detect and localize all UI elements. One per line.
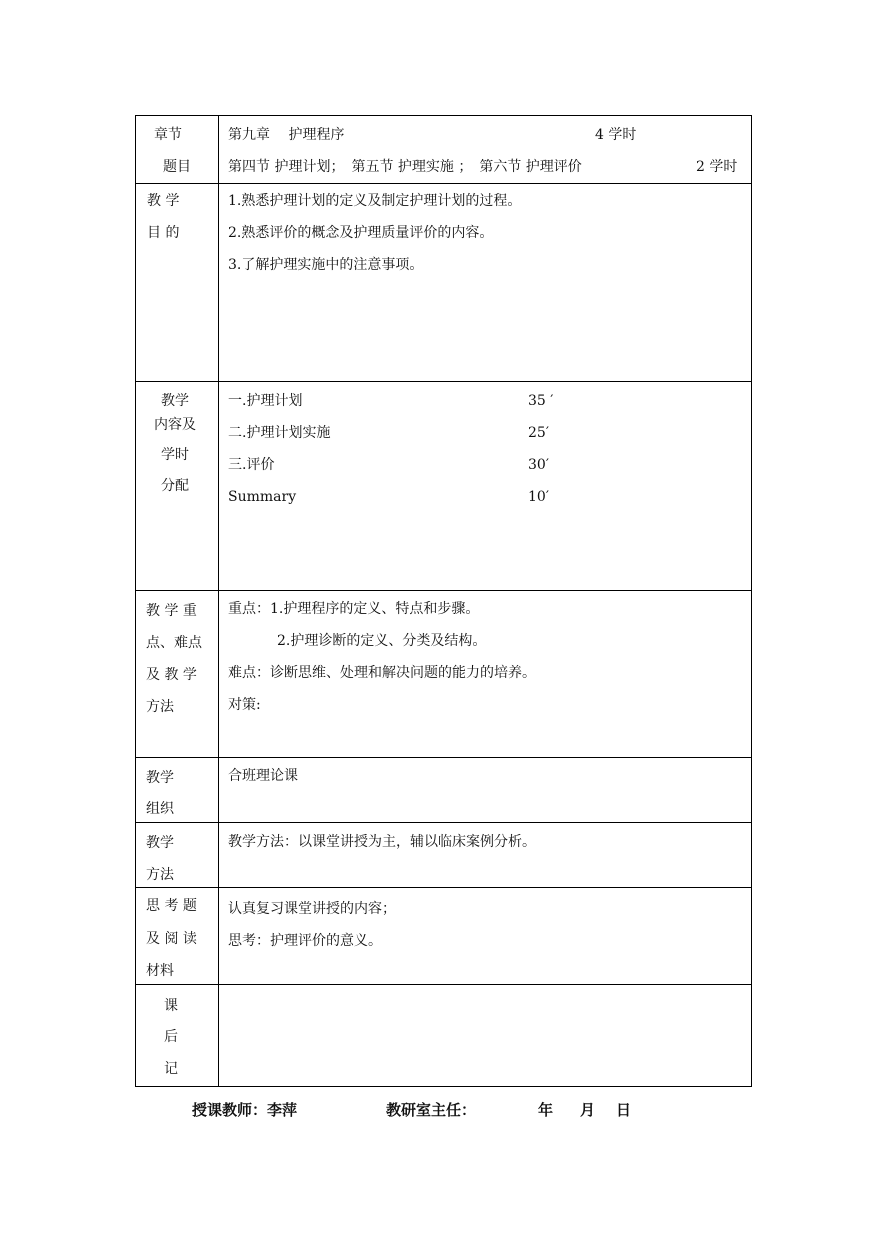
method-label: 教学 bbox=[146, 835, 174, 851]
chapter-sections: 第四节 护理计划； 第五节 护理实施 ； 第六节 护理评价 bbox=[228, 159, 582, 175]
row-divider bbox=[136, 822, 751, 823]
key-points-label: 方法 bbox=[146, 699, 174, 715]
objectives-label: 目 的 bbox=[147, 225, 180, 241]
row-divider bbox=[136, 381, 751, 382]
key-point-line: 难点：诊断思维、处理和解决问题的能力的培养。 bbox=[228, 665, 536, 681]
content-label: 内容及 bbox=[154, 417, 196, 433]
signature-footer bbox=[0, 1098, 892, 1122]
row-divider bbox=[136, 590, 751, 591]
reading-label: 材料 bbox=[146, 963, 174, 979]
key-point-line: 2.护理诊断的定义、分类及结构。 bbox=[277, 633, 487, 649]
content-time: 25′ bbox=[528, 425, 549, 441]
notes-label: 后 bbox=[164, 1029, 178, 1045]
key-point-line: 对策: bbox=[228, 697, 261, 713]
method-label: 方法 bbox=[146, 867, 174, 883]
row-divider bbox=[136, 887, 751, 888]
date-year: 年 bbox=[538, 1101, 554, 1119]
content-label: 学时 bbox=[161, 447, 189, 463]
chapter-hours: 4 学时 bbox=[595, 127, 637, 143]
notes-label: 课 bbox=[164, 998, 178, 1014]
key-points-label: 及 教 学 bbox=[146, 667, 197, 683]
lesson-plan-table bbox=[135, 115, 752, 1087]
content-label: 教学 bbox=[161, 393, 189, 409]
date-day: 日 bbox=[616, 1101, 632, 1119]
organization-label: 教学 bbox=[146, 770, 174, 786]
key-points-label: 教 学 重 bbox=[146, 603, 197, 619]
objective-item: 1.熟悉护理计划的定义及制定护理计划的过程。 bbox=[228, 193, 522, 209]
reading-label: 思 考 题 bbox=[146, 898, 197, 914]
content-topic: 一.护理计划 bbox=[228, 393, 303, 409]
objectives-label: 教 学 bbox=[147, 193, 180, 209]
teacher-signature: 授课教师：李萍 bbox=[192, 1101, 298, 1119]
content-time: 30′ bbox=[528, 457, 549, 473]
notes-area bbox=[219, 985, 751, 1085]
row-divider bbox=[136, 757, 751, 758]
key-points-label: 点、难点 bbox=[146, 635, 202, 651]
content-topic: Summary bbox=[228, 489, 297, 505]
date-month: 月 bbox=[580, 1101, 596, 1119]
column-divider bbox=[218, 116, 219, 1086]
section-hours: 2 学时 bbox=[696, 159, 738, 175]
chapter-label: 章节 bbox=[154, 127, 182, 143]
content-time: 10′ bbox=[528, 489, 549, 505]
reading-label: 及 阅 读 bbox=[146, 931, 197, 947]
chapter-label: 题目 bbox=[163, 159, 191, 175]
content-time: 35 ′ bbox=[528, 393, 554, 409]
content-label: 分配 bbox=[161, 478, 189, 494]
chapter-title: 第九章 护理程序 bbox=[228, 127, 345, 143]
reading-line: 思考：护理评价的意义。 bbox=[228, 933, 382, 949]
row-divider bbox=[136, 183, 751, 184]
key-point-line: 重点：1.护理程序的定义、特点和步骤。 bbox=[228, 601, 480, 617]
notes-label: 记 bbox=[164, 1061, 178, 1077]
organization-text: 合班理论课 bbox=[228, 768, 298, 784]
reading-line: 认真复习课堂讲授的内容； bbox=[228, 901, 396, 917]
objective-item: 3.了解护理实施中的注意事项。 bbox=[228, 257, 424, 273]
organization-label: 组织 bbox=[146, 801, 174, 817]
objective-item: 2.熟悉评价的概念及护理质量评价的内容。 bbox=[228, 225, 494, 241]
director-signature: 教研室主任： bbox=[386, 1101, 477, 1119]
content-topic: 二.护理计划实施 bbox=[228, 425, 331, 441]
content-topic: 三.评价 bbox=[228, 457, 275, 473]
method-text: 教学方法：以课堂讲授为主，辅以临床案例分析。 bbox=[228, 834, 536, 850]
